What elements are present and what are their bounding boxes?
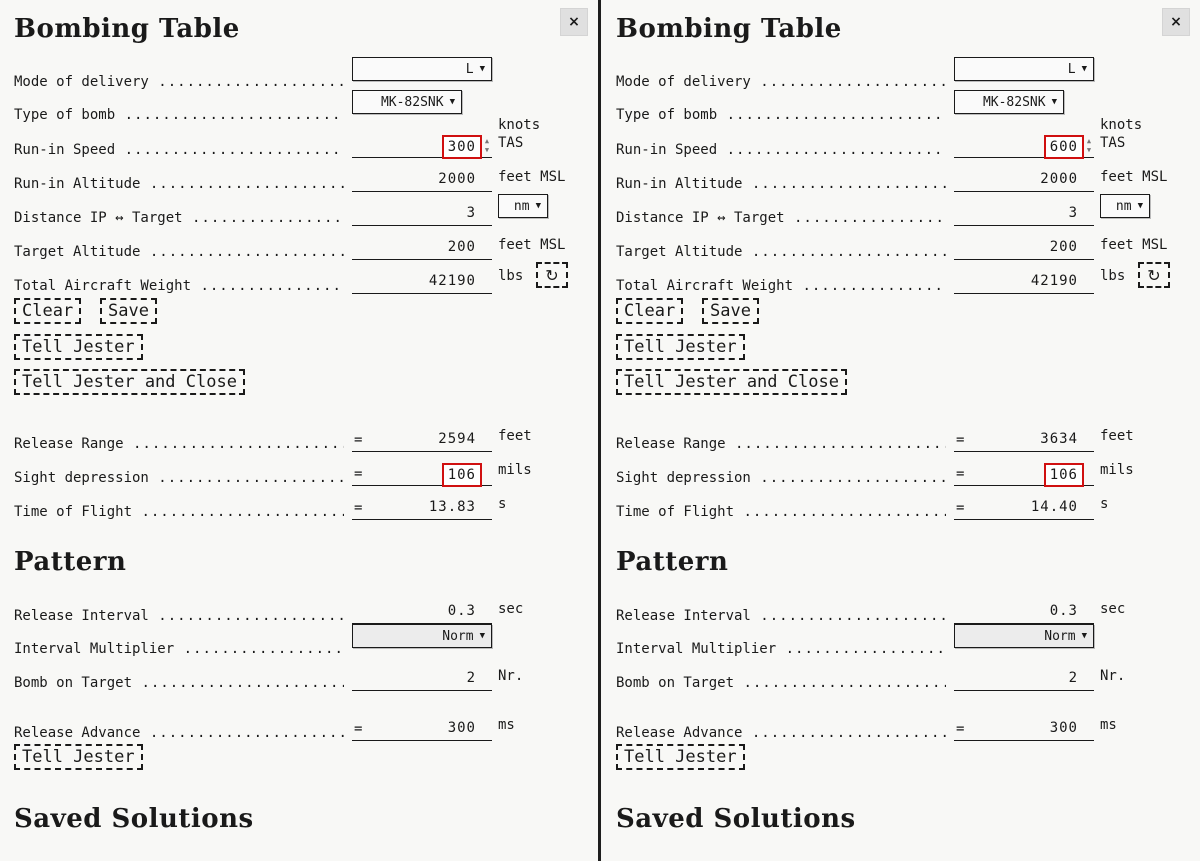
release-range-value: 3634 bbox=[1040, 431, 1078, 447]
sight-depression-output: = 106 bbox=[954, 463, 1094, 486]
bombing-table-panel-right bbox=[602, 0, 1200, 861]
chevron-down-icon: ▼ bbox=[535, 201, 541, 211]
row-mode-of-delivery bbox=[602, 62, 1200, 90]
altitude-unit: feet MSL bbox=[1100, 169, 1168, 185]
distance-value: 3 bbox=[1068, 205, 1078, 221]
altitude-unit: feet MSL bbox=[498, 169, 566, 185]
release-range-label: Release Range ..... bbox=[616, 436, 946, 452]
release-range-output: = 2594 bbox=[352, 429, 492, 452]
weight-label: Total Aircraft Weight ..... bbox=[14, 278, 344, 294]
release-advance-unit: ms bbox=[1100, 717, 1117, 733]
refresh-button[interactable] bbox=[536, 262, 568, 288]
interval-multiplier-value: Norm bbox=[442, 628, 474, 644]
sight-depression-value: 106 bbox=[1044, 463, 1084, 487]
bomb-on-target-value: 2 bbox=[466, 670, 476, 686]
tell-jester-button[interactable]: Tell Jester bbox=[14, 334, 143, 360]
time-of-flight-label: Time of Flight ..... bbox=[616, 504, 946, 520]
spinner-arrows-icon[interactable]: ▲ ▼ bbox=[1086, 137, 1092, 154]
bomb-on-target-input[interactable] bbox=[954, 668, 1094, 691]
distance-input[interactable] bbox=[954, 203, 1094, 226]
speed-unit: knots TAS bbox=[1100, 117, 1143, 151]
chevron-down-icon: ▼ bbox=[1081, 64, 1087, 74]
weight-input[interactable] bbox=[954, 271, 1094, 294]
interval-multiplier-label: Interval Multiplier ..... bbox=[14, 641, 344, 657]
release-interval-unit: sec bbox=[498, 601, 524, 617]
close-button[interactable] bbox=[1162, 8, 1190, 36]
close-button[interactable] bbox=[560, 8, 588, 36]
mode-label: Mode of delivery ..... bbox=[14, 74, 344, 90]
time-of-flight-unit: s bbox=[498, 496, 507, 512]
bomb-select[interactable] bbox=[954, 90, 1064, 114]
row-interval-multiplier bbox=[602, 629, 1200, 657]
sight-depression-output: = 106 bbox=[352, 463, 492, 486]
tell-jester-pattern-button[interactable]: Tell Jester bbox=[14, 744, 143, 770]
chevron-down-icon: ▼ bbox=[1137, 201, 1143, 211]
refresh-icon: ↻ bbox=[545, 265, 559, 285]
close-icon: × bbox=[568, 14, 580, 30]
speed-unit: knots TAS bbox=[498, 117, 541, 151]
target-altitude-input[interactable] bbox=[954, 237, 1094, 260]
release-interval-label: Release Interval ..... bbox=[616, 608, 946, 624]
refresh-button[interactable] bbox=[1138, 262, 1170, 288]
sight-depression-label: Sight depression ..... bbox=[14, 470, 344, 486]
bomb-select[interactable] bbox=[352, 90, 462, 114]
release-advance-label: Release Advance ..... bbox=[14, 725, 344, 741]
target-altitude-value: 200 bbox=[1049, 239, 1078, 255]
speed-label: Run-in Speed ..... bbox=[14, 142, 344, 158]
clear-button[interactable]: Clear bbox=[616, 298, 683, 324]
chevron-down-icon: ▼ bbox=[1051, 97, 1057, 107]
distance-input[interactable] bbox=[352, 203, 492, 226]
mode-label: Mode of delivery ..... bbox=[616, 74, 946, 90]
pattern-heading: Pattern bbox=[616, 547, 729, 577]
speed-input[interactable] bbox=[352, 135, 492, 158]
interval-multiplier-value: Norm bbox=[1044, 628, 1076, 644]
release-interval-value: 0.3 bbox=[447, 603, 476, 619]
time-of-flight-unit: s bbox=[1100, 496, 1109, 512]
release-interval-input[interactable] bbox=[954, 601, 1094, 624]
distance-unit-value: nm bbox=[1115, 198, 1132, 214]
interval-multiplier-label: Interval Multiplier ..... bbox=[616, 641, 946, 657]
target-alt-label: Target Altitude ..... bbox=[616, 244, 946, 260]
altitude-input[interactable] bbox=[352, 169, 492, 192]
release-advance-output: = 300 bbox=[352, 718, 492, 741]
alt-label: Run-in Altitude ..... bbox=[616, 176, 946, 192]
altitude-value: 2000 bbox=[438, 171, 476, 187]
bomb-value: MK-82SNK bbox=[982, 94, 1046, 110]
target-altitude-input[interactable] bbox=[352, 237, 492, 260]
chevron-down-icon: ▼ bbox=[479, 631, 485, 641]
bomb-on-target-value: 2 bbox=[1068, 670, 1078, 686]
altitude-input[interactable] bbox=[954, 169, 1094, 192]
release-interval-input[interactable] bbox=[352, 601, 492, 624]
release-range-unit: feet bbox=[498, 428, 532, 444]
page-title: Bombing Table bbox=[14, 14, 240, 44]
release-advance-value: 300 bbox=[447, 720, 476, 736]
sight-depression-unit: mils bbox=[1100, 462, 1134, 478]
target-altitude-value: 200 bbox=[447, 239, 476, 255]
pattern-heading: Pattern bbox=[14, 547, 127, 577]
release-advance-label: Release Advance ..... bbox=[616, 725, 946, 741]
release-interval-label: Release Interval ..... bbox=[14, 608, 344, 624]
release-range-unit: feet bbox=[1100, 428, 1134, 444]
save-button[interactable]: Save bbox=[702, 298, 759, 324]
mode-select[interactable] bbox=[352, 57, 492, 81]
save-button[interactable]: Save bbox=[100, 298, 157, 324]
mode-select[interactable] bbox=[954, 57, 1094, 81]
weight-input[interactable] bbox=[352, 271, 492, 294]
weight-value: 42190 bbox=[1030, 273, 1078, 289]
tell-jester-pattern-button[interactable]: Tell Jester bbox=[616, 744, 745, 770]
bomb-label: Type of bomb ..... bbox=[616, 107, 946, 123]
release-advance-output: = 300 bbox=[954, 718, 1094, 741]
release-advance-unit: ms bbox=[498, 717, 515, 733]
close-icon: × bbox=[1170, 14, 1182, 30]
tell-jester-close-button[interactable]: Tell Jester and Close bbox=[14, 369, 245, 395]
time-of-flight-label: Time of Flight ..... bbox=[14, 504, 344, 520]
saved-solutions-heading: Saved Solutions bbox=[616, 804, 856, 834]
release-interval-value: 0.3 bbox=[1049, 603, 1078, 619]
time-of-flight-output: = 14.40 bbox=[954, 497, 1094, 520]
bomb-value: MK-82SNK bbox=[380, 94, 444, 110]
row-time-of-flight bbox=[602, 492, 1200, 520]
bombing-table-panel-left bbox=[0, 0, 598, 861]
distance-label: Distance IP ↔ Target ..... bbox=[14, 210, 344, 226]
release-interval-unit: sec bbox=[1100, 601, 1126, 617]
tell-jester-close-button[interactable]: Tell Jester and Close bbox=[616, 369, 847, 395]
saved-solutions-heading: Saved Solutions bbox=[14, 804, 254, 834]
bomb-label: Type of bomb ..... bbox=[14, 107, 344, 123]
speed-value: 300 bbox=[442, 135, 482, 159]
page-title: Bombing Table bbox=[616, 14, 842, 44]
alt-label: Run-in Altitude ..... bbox=[14, 176, 344, 192]
chevron-down-icon: ▼ bbox=[449, 97, 455, 107]
chevron-down-icon: ▼ bbox=[1081, 631, 1087, 641]
bomb-on-target-unit: Nr. bbox=[1100, 668, 1126, 684]
distance-label: Distance IP ↔ Target ..... bbox=[616, 210, 946, 226]
refresh-icon: ↻ bbox=[1147, 265, 1161, 285]
row-mode-of-delivery bbox=[0, 62, 598, 90]
altitude-value: 2000 bbox=[1040, 171, 1078, 187]
row-interval-multiplier bbox=[0, 629, 598, 657]
weight-value: 42190 bbox=[428, 273, 476, 289]
row-time-of-flight bbox=[0, 492, 598, 520]
sight-depression-value: 106 bbox=[442, 463, 482, 487]
release-range-label: Release Range ..... bbox=[14, 436, 344, 452]
weight-unit: lbs bbox=[498, 268, 524, 284]
bomb-on-target-unit: Nr. bbox=[498, 668, 524, 684]
bomb-on-target-label: Bomb on Target ..... bbox=[14, 675, 344, 691]
speed-label: Run-in Speed ..... bbox=[616, 142, 946, 158]
time-of-flight-value: 13.83 bbox=[428, 499, 476, 515]
clear-button[interactable]: Clear bbox=[14, 298, 81, 324]
time-of-flight-output: = 13.83 bbox=[352, 497, 492, 520]
bomb-on-target-input[interactable] bbox=[352, 668, 492, 691]
tell-jester-button[interactable]: Tell Jester bbox=[616, 334, 745, 360]
mode-value: L bbox=[1067, 61, 1076, 77]
distance-unit-value: nm bbox=[513, 198, 530, 214]
bomb-on-target-label: Bomb on Target ..... bbox=[616, 675, 946, 691]
interval-multiplier-select[interactable] bbox=[954, 624, 1094, 648]
distance-unit-select[interactable] bbox=[498, 194, 548, 218]
distance-value: 3 bbox=[466, 205, 476, 221]
interval-multiplier-select[interactable] bbox=[352, 624, 492, 648]
spinner-arrows-icon[interactable]: ▲ ▼ bbox=[484, 137, 490, 154]
speed-input[interactable] bbox=[954, 135, 1094, 158]
release-range-output: = 3634 bbox=[954, 429, 1094, 452]
time-of-flight-value: 14.40 bbox=[1030, 499, 1078, 515]
panel-divider bbox=[598, 0, 601, 861]
weight-unit: lbs bbox=[1100, 268, 1126, 284]
target-altitude-unit: feet MSL bbox=[498, 237, 566, 253]
target-alt-label: Target Altitude ..... bbox=[14, 244, 344, 260]
chevron-down-icon: ▼ bbox=[479, 64, 485, 74]
target-altitude-unit: feet MSL bbox=[1100, 237, 1168, 253]
release-advance-value: 300 bbox=[1049, 720, 1078, 736]
sight-depression-label: Sight depression ..... bbox=[616, 470, 946, 486]
speed-value: 600 bbox=[1044, 135, 1084, 159]
weight-label: Total Aircraft Weight ..... bbox=[616, 278, 946, 294]
sight-depression-unit: mils bbox=[498, 462, 532, 478]
distance-unit-select[interactable] bbox=[1100, 194, 1150, 218]
mode-value: L bbox=[465, 61, 474, 77]
release-range-value: 2594 bbox=[438, 431, 476, 447]
